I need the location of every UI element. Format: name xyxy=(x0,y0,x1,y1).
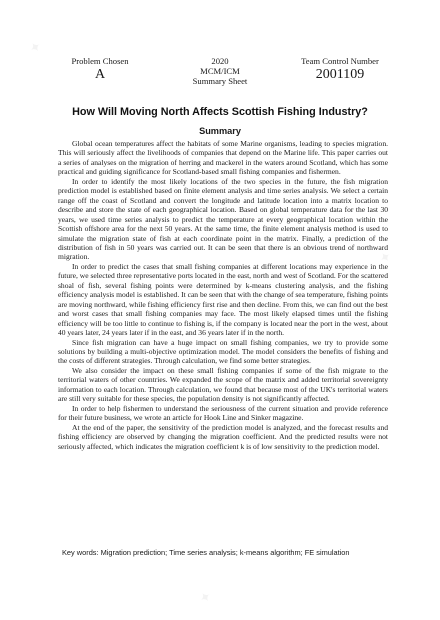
keywords-line: Key words: Migration prediction; Time series analysis; k-means algorithm; FE simulation xyxy=(62,548,350,557)
contest-year: 2020 xyxy=(211,56,229,66)
summary-paragraph: We also consider the impact on these small fishing companies if some of the fish migrate to the territorial waters of other countries. We expanded the scope of the matrix and added territorial sovereignty information to each location. Through calculation, we found that because most of the UK's territorial waters are still very suitable for these species, the population density is not significantly affected. xyxy=(58,365,388,404)
summary-heading: Summary xyxy=(199,126,241,136)
team-control-block xyxy=(290,56,390,83)
summary-body xyxy=(58,139,388,451)
watermark: ✦ xyxy=(196,588,216,608)
team-control-number: 2001109 xyxy=(315,67,365,82)
paper-title: How Will Moving North Affects Scottish Fishing Industry? xyxy=(72,106,368,118)
summary-sheet-header xyxy=(0,56,440,86)
contest-block xyxy=(180,56,260,86)
watermark: ✦ xyxy=(26,38,46,58)
watermark: ✦ xyxy=(376,248,396,268)
summary-paragraph: At the end of the paper, the sensitivity of the prediction model is analyzed, and the forecast results and fishing efficiency are observed by changing the migration coefficient. And the predicted results were not seriously affected, which indicates the migration coefficient k is of low sensitivity to the prediction model. xyxy=(58,422,388,451)
problem-chosen-label: Problem Chosen xyxy=(71,56,129,66)
team-control-label: Team Control Number xyxy=(301,56,379,66)
summary-paragraph: Global ocean temperatures affect the habitats of some Marine organisms, leading to species migration. This will seriously affect the livelihoods of companies that depend on the Marine life. This paper carries out a series of analyses on the migration of herring and mackerel in the waters around Scotland, which has some practical and guiding significance for Scotland-based small fishing companies and fishermen. xyxy=(58,139,388,177)
summary-sheet-label: Summary Sheet xyxy=(192,76,248,86)
problem-chosen-value: A xyxy=(94,67,106,82)
contest-name: MCM/ICM xyxy=(200,66,240,76)
summary-paragraph: Since fish migration can have a huge impact on small fishing companies, we try to provide some solutions by building a multi-objective optimization model. The model considers the benefits of fishing and the costs of different strategies. Through calculation, we find some better strategies. xyxy=(58,337,388,366)
summary-paragraph: In order to help fishermen to understand the seriousness of the current situation and provide reference for their future business, we wrote an article for Hook Line and Sinker magazine. xyxy=(58,403,388,423)
problem-chosen-block xyxy=(60,56,140,83)
summary-paragraph: In order to predict the cases that small fishing companies at different locations may experience in the future, we selected three representative ports located in the east, north and west of Scotland. For the scattered shoal of fish, several fishing points were determined by k-means clustering analysis, and the fishing efficiency analysis model is established. It can be seen that with the change of sea temperature, fishing points are moving northward, while fishing efficiency first rise and then decline. From this, we can find out the best and worst cases that small fishing companies may face. The most likely elapsed times until the fishing efficiency will be too little to continue to fishing is, if the company is located near the port in the west, about 40 years later, 24 years later if in the east, and 36 years later if in the north. xyxy=(58,261,388,338)
summary-paragraph: In order to identify the most likely locations of the two species in the future, the fish migration prediction model is established based on finite element analysis and time series analysis. We select a certain range off the coast of Scotland and convert the longitude and latitude location into a matrix location to describe and store the state of each geographical location. Based on global temperature data for the last 30 years, we used time series analysis to predict the temperature at every geographical location within the Scottish offshore area for the next 50 years. At the same time, the finite element analysis method is used to simulate the migration state of fish at each coordinate point in the matrix. Finally, a prediction of the distribution of fish in 50 years was carried out. It can be seen that there is an obvious trend of northward migration. xyxy=(58,176,388,262)
